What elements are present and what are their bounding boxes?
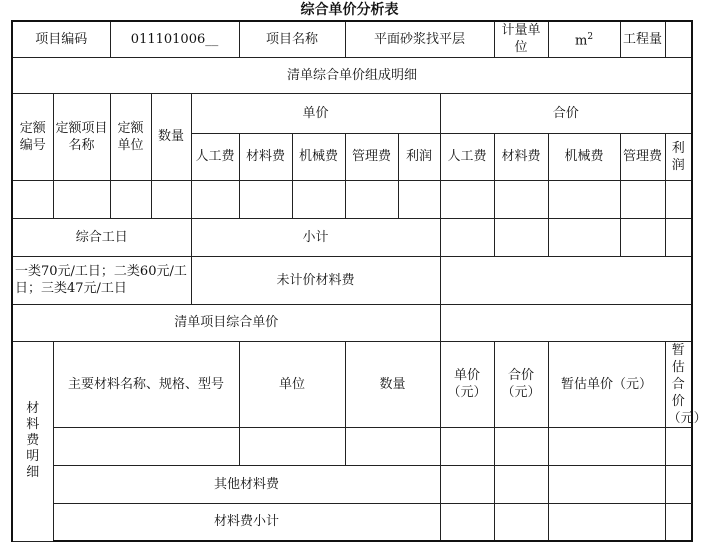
measure-unit-exponent: 2 [587,32,594,43]
measure-unit-value [548,21,620,57]
material-detail-side-text: 材料费明细 [26,401,40,480]
material-subtotal-row [12,503,692,541]
col-unit-material: 材料费 [239,133,292,180]
col-unit-management: 管理费 [345,133,398,180]
material-est-unit-price-label: 暂估单价（元） [548,341,665,427]
col-unit-profit: 利润 [398,133,440,180]
material-detail-side-label [12,341,53,541]
material-unit-label: 单位 [239,341,345,427]
labor-rate-note: 一类70元/工日；二类60元/工日；三类47元/工日 [12,256,191,304]
quantity-value [665,21,692,57]
other-material-label: 其他材料费 [53,465,440,503]
project-code-value: 011101006__ [110,21,239,57]
unpriced-material-label: 未计价材料费 [191,256,440,304]
col-quota-no: 定额编号 [12,93,53,180]
labor-days-row [12,218,692,256]
col-unit-machine: 机械费 [292,133,345,180]
unit-price-analysis-table [11,20,707,542]
project-code-label: 项目编码 [12,21,110,57]
measure-unit-base: m [575,33,588,49]
material-header-row [12,341,692,427]
col-quota-name: 定额项目名称 [53,93,110,180]
item-unit-price-label: 清单项目综合单价 [12,304,440,341]
material-total-price-label: 合价（元） [494,341,548,427]
col-quota-unit: 定额单位 [110,93,151,180]
labor-days-label: 综合工日 [12,218,191,256]
col-total-labor: 人工费 [440,133,494,180]
item-unit-price-row [12,304,692,341]
project-name-value: 平面砂浆找平层 [345,21,494,57]
col-total-profit: 利润 [665,133,692,180]
project-name-label: 项目名称 [239,21,345,57]
material-quantity-label: 数量 [345,341,440,427]
column-group-row [12,93,692,133]
measure-unit-label: 计量单位 [494,21,548,57]
col-total-management: 管理费 [620,133,665,180]
col-quantity: 数量 [151,93,191,180]
col-total-machine: 机械费 [548,133,620,180]
quantity-label: 工程量 [620,21,665,57]
other-material-row [12,465,692,503]
rate-note-row [12,256,692,304]
material-main-label: 主要材料名称、规格、型号 [53,341,239,427]
table-title: 综合单价分析表 [300,2,399,18]
col-total-price-group: 合价 [440,93,692,133]
col-unit-labor: 人工费 [191,133,239,180]
col-total-material: 材料费 [494,133,548,180]
data-row-empty [12,180,692,218]
subtotal-label: 小计 [191,218,440,256]
material-est-total-price-label: 暂估合价（元） [665,341,692,427]
material-subtotal-label: 材料费小计 [53,503,440,541]
material-data-row [12,427,692,465]
section-detail-heading: 清单综合单价组成明细 [12,57,692,93]
col-unit-price-group: 单价 [191,93,440,133]
header-row [12,21,692,57]
material-unit-price-label: 单价（元） [440,341,494,427]
section-detail-row [12,57,692,93]
